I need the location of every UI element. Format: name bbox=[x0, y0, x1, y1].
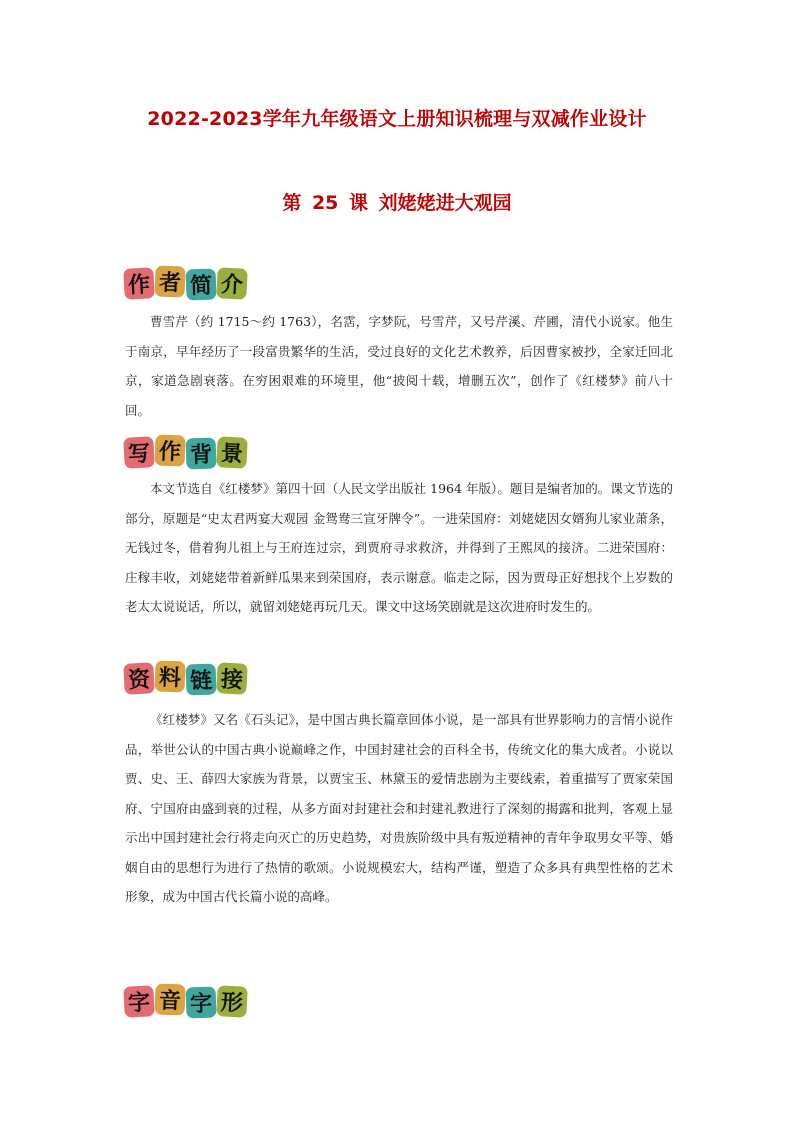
materials-paragraph: 《红楼梦》又名《石头记》，是中国古典长篇章回体小说，是一部具有世界影响力的言情小说作品，举世公认的中国古典小说巅峰之作，中国封建社会的百科全书，传统文化的集大成者。小说以贾、史、王、薛四大家族为背景，以贾宝玉、林黛玉的爱情悲剧为主要线索，着重描写了贾家荣国府、宁国府由盛到衰的过程，从多方面对封建社会和封建礼教进行了深刻的揭露和批判，客观上显示出中国封建社会行将走向灭亡的历史趋势，对贵族阶级中具有叛逆精神的青年争取男女平等、婚姻自由的思想行为进行了热情的歌颂。小说规模宏大，结构严谨，塑造了众多具有典型性格的艺术形象，成为中国古代长篇小说的高峰。 bbox=[125, 712, 673, 904]
heading-tile: 写 bbox=[123, 436, 155, 469]
heading-tile: 景 bbox=[216, 436, 248, 469]
heading-tile: 接 bbox=[216, 662, 248, 695]
section-heading-background bbox=[124, 437, 248, 468]
author-paragraph: 曹雪芹（约 1715～约 1763），名霑，字梦阮，号雪芹，又号芹溪、芹圃，清代小说家。他生于南京，早年经历了一段富贵繁华的生活，受过良好的文化艺术教养，后因曹家被抄，全家迁回北京，家道急剧衰落。在穷困艰难的环境里，他“披阅十载，增删五次”，创作了《红楼梦》前八十回。 bbox=[125, 314, 673, 418]
heading-tile: 资 bbox=[123, 662, 155, 695]
heading-tile: 字 bbox=[123, 985, 155, 1018]
heading-tile: 简 bbox=[186, 268, 217, 300]
background-paragraph: 本文节选自《红楼梦》第四十回（人民文学出版社 1964 年版）。题目是编者加的。课文节选的部分，原题是“史太君两宴大观园 金鸳鸯三宣牙牌令”。一进荣国府：刘姥姥因女婿狗儿家业萧条，无钱过冬，借着狗儿祖上与王府连过宗，到贾府寻求救济，并得到了王熙凤的接济。二进荣国府：庄稼丰收，刘姥姥带着新鲜瓜果来到荣国府，表示谢意。临走之际，因为贾母正好想找个上岁数的老太太说说话，所以，就留刘姥姥再玩几天。课文中这场笑剧就是这次进府时发生的。 bbox=[125, 481, 673, 614]
section-heading-author bbox=[124, 268, 248, 299]
heading-tile: 链 bbox=[186, 663, 217, 695]
page-title: 2022-2023学年九年级语文上册知识梳理与双减作业设计 bbox=[147, 108, 647, 130]
section-heading-materials bbox=[124, 663, 248, 694]
heading-tile: 形 bbox=[216, 985, 248, 1018]
heading-tile: 作 bbox=[123, 267, 155, 300]
lesson-title: 第 25 课 刘姥姥进大观园 bbox=[282, 192, 512, 214]
heading-tile: 料 bbox=[155, 660, 186, 692]
heading-tile: 者 bbox=[155, 265, 186, 297]
heading-tile: 音 bbox=[155, 983, 186, 1015]
heading-tile: 介 bbox=[216, 267, 248, 300]
heading-tile: 字 bbox=[186, 986, 217, 1018]
section-heading-pronunciation bbox=[124, 986, 248, 1017]
heading-tile: 背 bbox=[186, 437, 217, 469]
heading-tile: 作 bbox=[155, 434, 186, 466]
